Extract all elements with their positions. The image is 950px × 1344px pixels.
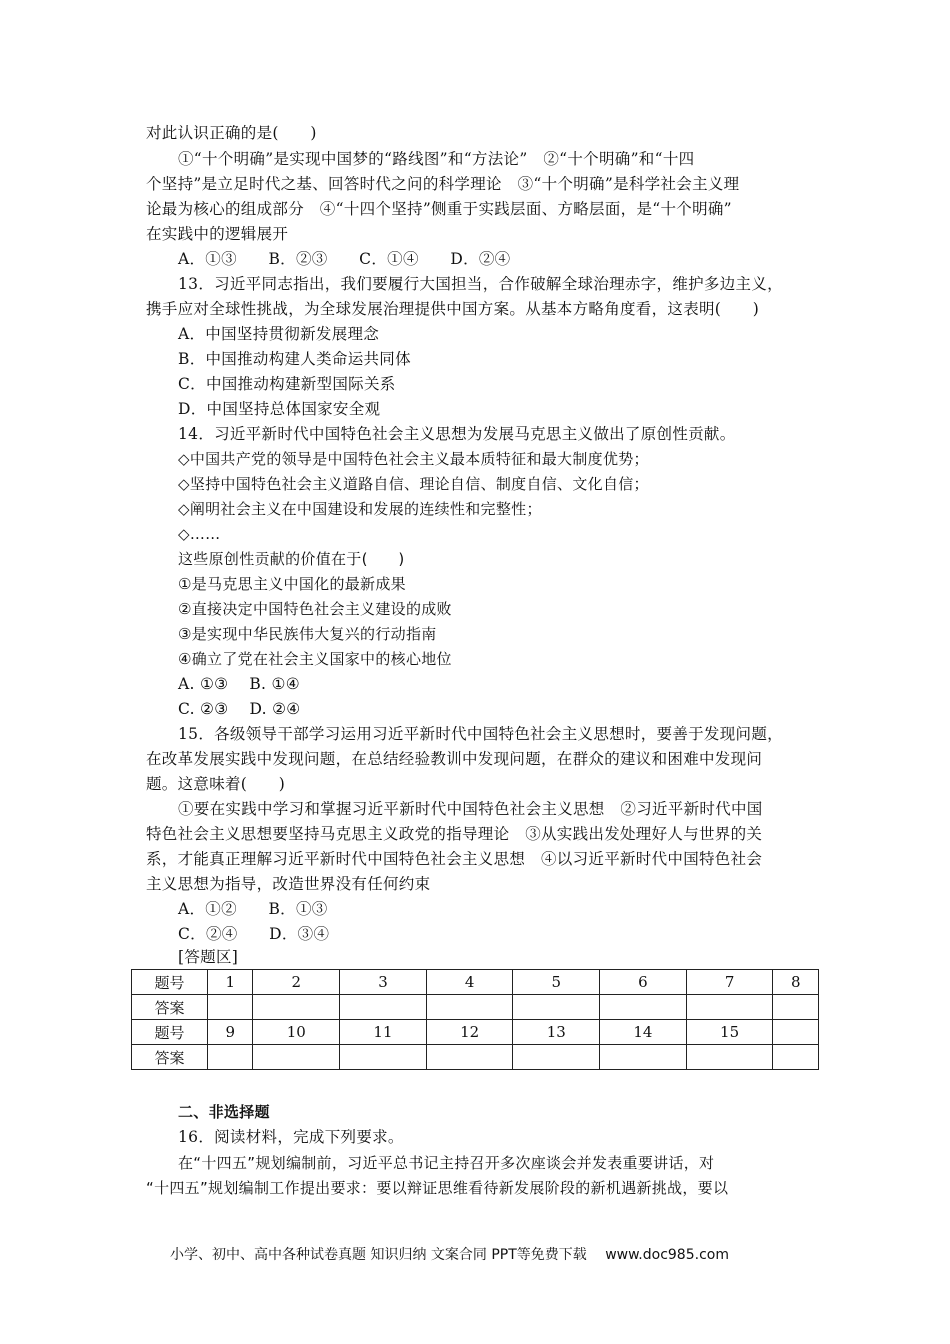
q12-stem-end: 对此认识正确的是( ) bbox=[146, 124, 317, 142]
answer-cell[interactable] bbox=[600, 1045, 687, 1070]
q14-question: 这些原创性贡献的价值在于( ) bbox=[178, 550, 405, 568]
q14-statement-2: ②直接决定中国特色社会主义建设的成败 bbox=[178, 600, 452, 618]
q14-options-ab: A. ①③ B. ①④ bbox=[178, 675, 300, 693]
q16-stem: 16．阅读材料，完成下列要求。 bbox=[178, 1128, 404, 1146]
table-cell: 8 bbox=[773, 970, 819, 995]
answer-cell[interactable] bbox=[600, 995, 687, 1020]
q13-option-a: A．中国坚持贯彻新发展理念 bbox=[178, 325, 380, 343]
table-cell: 5 bbox=[513, 970, 600, 995]
answer-cell[interactable] bbox=[253, 995, 340, 1020]
table-cell: 10 bbox=[253, 1020, 340, 1045]
q13-stem-line1: 13．习近平同志指出，我们要履行大国担当，合作破解全球治理赤字，维护多边主义， bbox=[178, 275, 783, 293]
table-row bbox=[132, 1045, 819, 1070]
section-heading-non-choice: 二、非选择题 bbox=[178, 1103, 270, 1121]
table-row bbox=[132, 1020, 819, 1045]
q15-options-ab: A．①② B．①③ bbox=[178, 900, 328, 918]
q15-stem-line2: 在改革发展实践中发现问题，在总结经验教训中发现问题，在群众的建议和困难中发现问 bbox=[146, 750, 763, 768]
q14-bullet-1: ◇中国共产党的领导是中国特色社会主义最本质特征和最大制度优势； bbox=[178, 450, 649, 468]
table-header-number: 题号 bbox=[132, 1020, 208, 1045]
q14-options-cd: C. ②③ D. ②④ bbox=[178, 700, 301, 718]
table-cell: 9 bbox=[208, 1020, 253, 1045]
table-header-number: 题号 bbox=[132, 970, 208, 995]
answer-cell[interactable] bbox=[253, 1045, 340, 1070]
q14-bullet-3: ◇阐明社会主义在中国建设和发展的连续性和完整性； bbox=[178, 500, 542, 518]
table-header-answer: 答案 bbox=[132, 1045, 208, 1070]
answer-cell[interactable] bbox=[773, 995, 819, 1020]
answer-cell[interactable] bbox=[426, 1045, 513, 1070]
table-row bbox=[132, 995, 819, 1020]
q15-statements-line2: 特色社会主义思想要坚持马克思主义政党的指导理论 ③从实践出发处理好人与世界的关 bbox=[146, 825, 763, 843]
table-row bbox=[132, 970, 819, 995]
table-cell: 11 bbox=[340, 1020, 427, 1045]
q16-material-line1: 在“十四五”规划编制前，习近平总书记主持召开多次座谈会并发表重要讲话，对 bbox=[178, 1154, 715, 1172]
q12-statements-line4: 在实践中的逻辑展开 bbox=[146, 225, 289, 243]
table-cell: 1 bbox=[208, 970, 253, 995]
q15-stem-line1: 15．各级领导干部学习运用习近平新时代中国特色社会主义思想时，要善于发现问题， bbox=[178, 725, 783, 743]
table-cell: 14 bbox=[600, 1020, 687, 1045]
answer-table bbox=[131, 969, 819, 1070]
q13-option-c: C．中国推动构建新型国际关系 bbox=[178, 375, 396, 393]
q13-option-d: D．中国坚持总体国家安全观 bbox=[178, 400, 381, 418]
answer-cell[interactable] bbox=[686, 1045, 773, 1070]
answer-cell[interactable] bbox=[686, 995, 773, 1020]
q12-options: A．①③ B．②③ C．①④ D．②④ bbox=[178, 250, 511, 268]
q12-statements-line3: 论最为核心的组成部分 ④“十四个坚持”侧重于实践层面、方略层面，是“十个明确” bbox=[146, 200, 732, 218]
answer-cell[interactable] bbox=[773, 1045, 819, 1070]
table-cell: 13 bbox=[513, 1020, 600, 1045]
q15-statements-line1: ①要在实践中学习和掌握习近平新时代中国特色社会主义思想 ②习近平新时代中国 bbox=[178, 800, 763, 818]
q15-statements-line4: 主义思想为指导，改造世界没有任何约束 bbox=[146, 875, 431, 893]
answer-cell[interactable] bbox=[340, 1045, 427, 1070]
q15-stem-line3: 题。这意味着( ) bbox=[146, 775, 286, 793]
q12-statements-line1: ①“十个明确”是实现中国梦的“路线图”和“方法论” ②“十个明确”和“十四 bbox=[178, 150, 695, 168]
table-cell: 6 bbox=[600, 970, 687, 995]
table-cell: 7 bbox=[686, 970, 773, 995]
table-cell: 2 bbox=[253, 970, 340, 995]
page-footer: 小学、初中、高中各种试卷真题 知识归纳 文案合同 PPT等免费下载 www.doc985.com bbox=[170, 1247, 729, 1263]
q15-options-cd: C．②④ D．③④ bbox=[178, 925, 330, 943]
q14-bullet-4: ◇…… bbox=[178, 525, 221, 543]
answer-area-label: [答题区] bbox=[178, 948, 239, 966]
q12-statements-line2: 个坚持”是立足时代之基、回答时代之问的科学理论 ③“十个明确”是科学社会主义理 bbox=[146, 175, 740, 193]
q15-statements-line3: 系，才能真正理解习近平新时代中国特色社会主义思想 ④以习近平新时代中国特色社会 bbox=[146, 850, 763, 868]
table-cell: 3 bbox=[340, 970, 427, 995]
answer-cell[interactable] bbox=[208, 1045, 253, 1070]
answer-cell[interactable] bbox=[513, 995, 600, 1020]
answer-cell[interactable] bbox=[426, 995, 513, 1020]
q13-option-b: B．中国推动构建人类命运共同体 bbox=[178, 350, 411, 368]
q14-statement-3: ③是实现中华民族伟大复兴的行动指南 bbox=[178, 625, 437, 643]
table-cell: 4 bbox=[426, 970, 513, 995]
q14-statement-4: ④确立了党在社会主义国家中的核心地位 bbox=[178, 650, 452, 668]
q13-stem-line2: 携手应对全球性挑战，为全球发展治理提供中国方案。从基本方略角度看，这表明( ) bbox=[146, 300, 760, 318]
q14-statement-1: ①是马克思主义中国化的最新成果 bbox=[178, 575, 406, 593]
answer-cell[interactable] bbox=[208, 995, 253, 1020]
table-cell bbox=[773, 1020, 819, 1045]
table-header-answer: 答案 bbox=[132, 995, 208, 1020]
q16-material-line2: “十四五”规划编制工作提出要求：要以辩证思维看待新发展阶段的新机遇新挑战，要以 bbox=[146, 1179, 729, 1197]
answer-cell[interactable] bbox=[340, 995, 427, 1020]
table-cell: 12 bbox=[426, 1020, 513, 1045]
q14-bullet-2: ◇坚持中国特色社会主义道路自信、理论自信、制度自信、文化自信； bbox=[178, 475, 649, 493]
answer-cell[interactable] bbox=[513, 1045, 600, 1070]
q14-stem: 14．习近平新时代中国特色社会主义思想为发展马克思主义做出了原创性贡献。 bbox=[178, 425, 736, 443]
table-cell: 15 bbox=[686, 1020, 773, 1045]
